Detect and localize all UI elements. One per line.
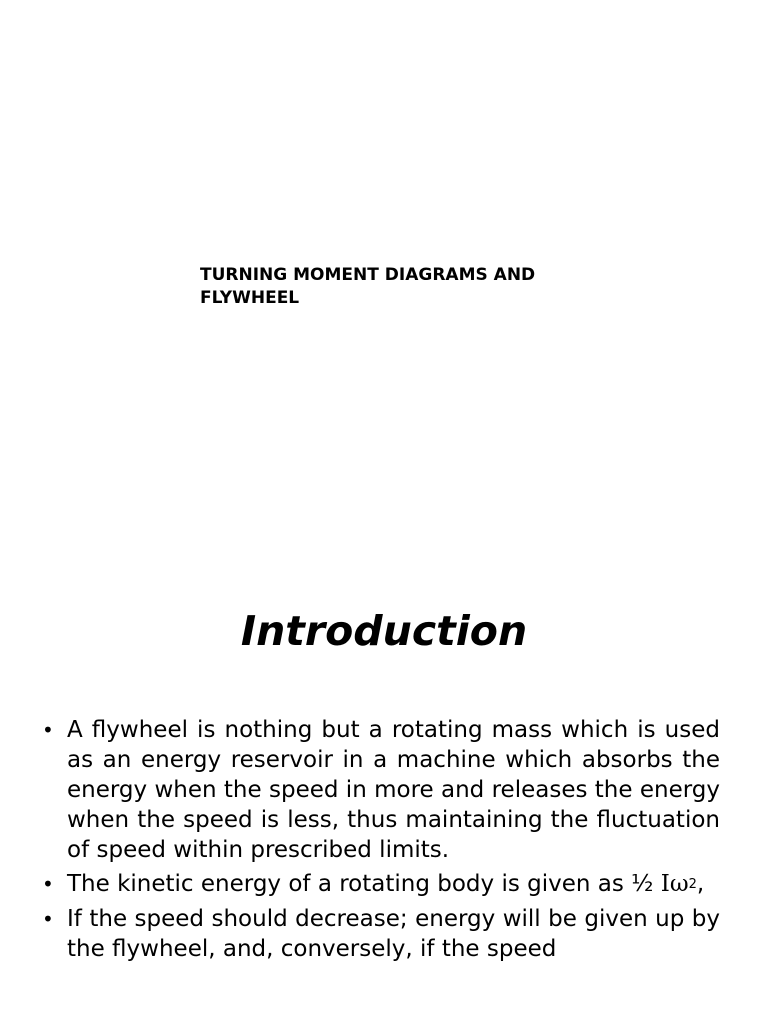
bullet-item [40, 904, 720, 964]
bullet-symbol: • [42, 872, 54, 896]
bullet-text: If the speed should decrease; energy will be given up by the flywheel, and, conversely, if the speed [67, 906, 720, 962]
bullet-text: A flywheel is nothing but a rotating mass which is used as an energy reservoir in a machine which absorbs the energy when the speed in more and releases the energy when the speed is less, thus maintaining the fluctuation of speed within prescribed limits. [67, 717, 720, 863]
bullet-text: The kinetic energy of a rotating body is given as ½ [67, 871, 661, 897]
slide-title: TURNING MOMENT DIAGRAMS AND FLYWHEEL [200, 265, 536, 308]
bullet-symbol: • [42, 718, 54, 742]
bullet-list [40, 715, 720, 968]
formula-superscript: 2 [688, 877, 697, 892]
bullet-item [40, 869, 720, 900]
formula-text: Iω [660, 871, 689, 897]
section-heading: Introduction [240, 607, 528, 655]
bullet-suffix: , [696, 871, 705, 897]
bullet-symbol: • [42, 907, 54, 931]
bullet-item [40, 715, 720, 865]
